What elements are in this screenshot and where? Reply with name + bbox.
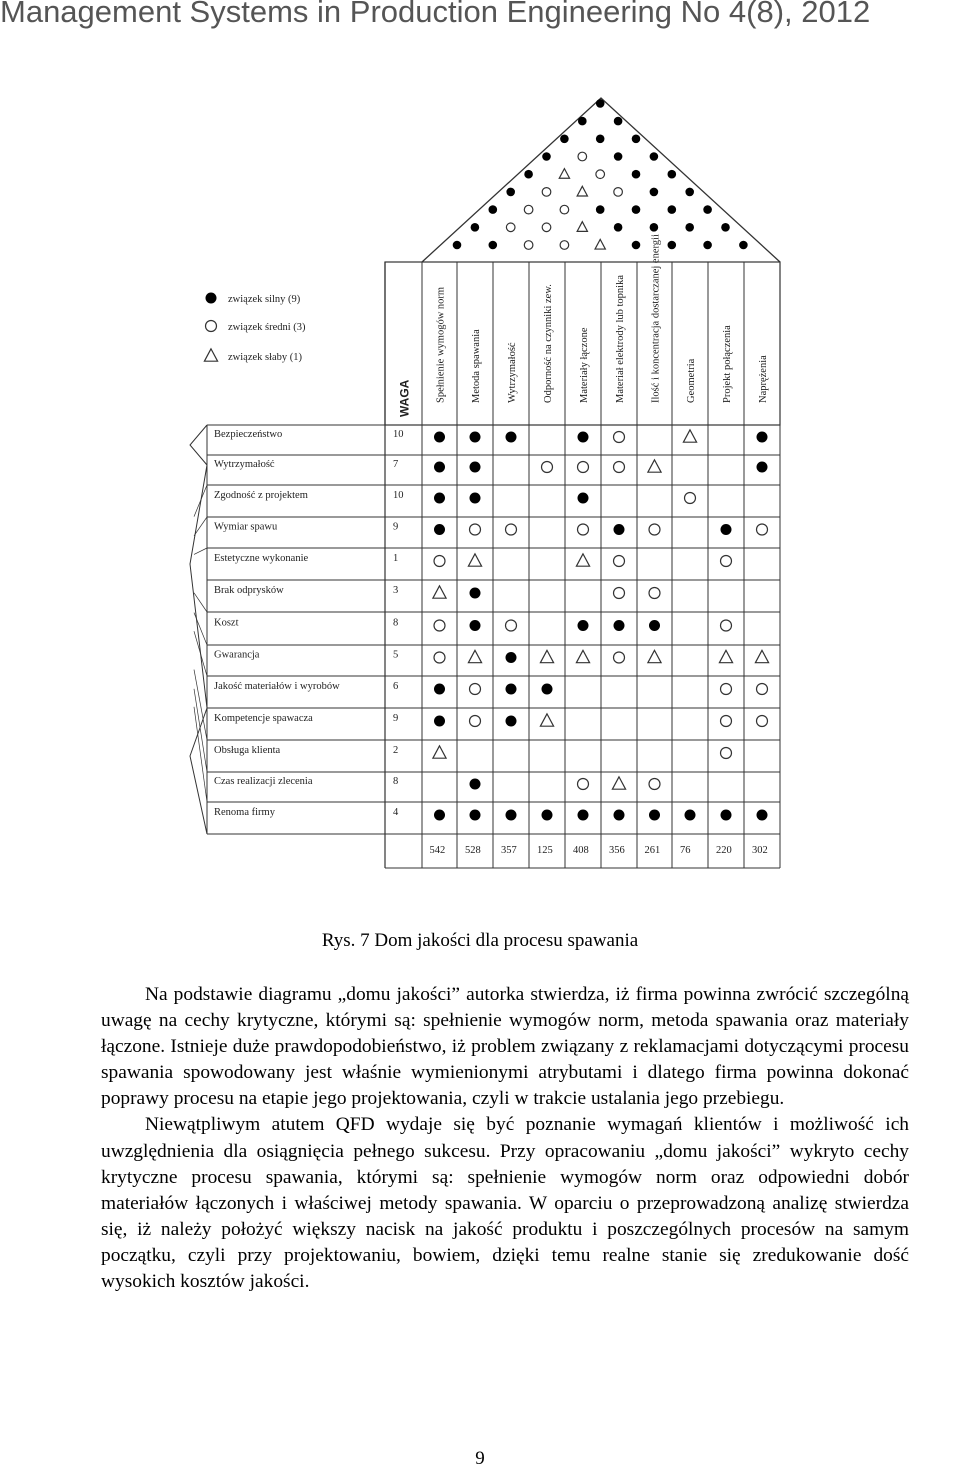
row-label: Brak odprysków: [214, 585, 284, 596]
row-weight: 9: [393, 521, 399, 533]
column-header: Materiał elektrody lub topnika: [615, 274, 626, 403]
roof-correlation-mark: [506, 188, 515, 197]
relationship-mark: [685, 493, 696, 504]
roof-correlation-mark: [596, 99, 605, 108]
row-label: Bezpieczeństwo: [214, 429, 283, 440]
relationship-mark: [757, 462, 768, 473]
relationship-mark: [757, 810, 768, 821]
paragraph-2: Niewątpliwym atutem QFD wydaje się być poznanie wymagań klientów i możliwość ich uwzględnienia dla osiągnięcia pełnego sukcesu. Przy opracowaniu „domu jakości” wykryto cechy krytyczne procesu spawania, którymi są: spełnienie wymogów norm oraz odpowiedni dobór materiałów łączonych i właściwej metody spawania. W oparciu o przeprowadzoną analizę stwierdza się, iż należy położyć większy nacisk na jakość produktu i poszczególnych procesów na samym początku, czyli przy projektowaniu, bowiem, dzięki temu realne stanie się zredukowanie dość wysokich kosztów jakości.: [101, 1114, 909, 1293]
figure-caption: Rys. 7 Dom jakości dla procesu spawania: [321, 930, 639, 951]
group-bracket-tick: [194, 485, 207, 517]
row-label: Czas realizacji zlecenia: [214, 776, 313, 787]
relationship-mark: [506, 652, 517, 663]
row-weight: 9: [393, 713, 399, 724]
relationship-mark: [614, 556, 625, 567]
roof-correlation-mark: [542, 223, 551, 232]
relationship-mark: [757, 432, 768, 443]
relationship-mark: [578, 810, 589, 821]
relationship-mark: [468, 554, 481, 566]
legend-label: związek słaby (1): [228, 352, 303, 363]
row-label: Zgodność z projektem: [214, 490, 308, 501]
relationship-mark: [506, 524, 517, 535]
relationship-mark: [542, 810, 553, 821]
row-weight: 5: [393, 649, 399, 661]
relationship-mark: [721, 620, 732, 631]
relationship-mark: [434, 716, 445, 727]
roof-correlation-mark: [650, 188, 659, 197]
column-total: 125: [537, 845, 553, 856]
row-label: Wymiar spawu: [214, 521, 278, 533]
relationship-mark: [470, 493, 481, 504]
relationship-mark: [757, 684, 768, 695]
relationship-mark: [649, 588, 660, 599]
group-bracket-tick: [194, 593, 207, 612]
relationship-mark: [721, 810, 732, 821]
relationship-mark: [470, 810, 481, 821]
relationship-mark: [506, 432, 517, 443]
relationship-mark: [434, 432, 445, 443]
group-bracket-tick: [194, 548, 207, 554]
column-total: 356: [609, 845, 625, 856]
roof-correlation-mark: [685, 188, 694, 197]
column-header: Projekt połączenia: [722, 325, 733, 403]
page-number: 9: [475, 1448, 485, 1469]
relationship-mark: [755, 650, 768, 662]
roof-correlation-mark: [560, 135, 569, 144]
legend-symbol-1: [206, 293, 217, 304]
relationship-mark: [757, 716, 768, 727]
row-label: Wytrzymałość: [214, 459, 275, 470]
roof-correlation-mark: [668, 205, 677, 214]
relationship-mark: [612, 777, 625, 789]
roof-correlation-mark: [703, 241, 712, 250]
column-total: 408: [573, 845, 589, 856]
relationship-mark: [470, 716, 481, 727]
roof-correlation-mark: [453, 241, 462, 250]
row-weight: 10: [393, 490, 404, 501]
roof-correlation-mark: [668, 241, 677, 250]
relationship-mark: [649, 810, 660, 821]
relationship-mark: [757, 524, 768, 535]
relationship-mark: [648, 650, 661, 662]
roof-correlation-mark: [632, 170, 641, 179]
relationship-mark: [649, 779, 660, 790]
relationship-mark: [576, 650, 589, 662]
group-bracket-tick: [194, 631, 207, 676]
legend-label: związek średni (3): [228, 322, 306, 333]
roof-correlation-mark: [560, 241, 569, 250]
roof-correlation-mark: [685, 223, 694, 232]
roof-correlation-mark: [595, 239, 605, 249]
relationship-mark: [433, 746, 446, 758]
roof-correlation-mark: [578, 152, 587, 161]
relationship-mark: [721, 716, 732, 727]
relationship-mark: [542, 684, 553, 695]
roof-correlation-mark: [614, 188, 623, 197]
relationship-mark: [578, 524, 589, 535]
row-weight: 8: [393, 776, 399, 787]
column-total: 302: [752, 845, 768, 856]
row-weight: 3: [393, 585, 399, 596]
relationship-mark: [576, 554, 589, 566]
column-header: Ilość i koncentracja dostarczanej energii: [650, 234, 662, 403]
roof-correlation-mark: [650, 223, 659, 232]
relationship-mark: [506, 684, 517, 695]
roof-correlation-mark: [542, 152, 551, 161]
relationship-mark: [648, 460, 661, 472]
relationship-mark: [685, 810, 696, 821]
roof-correlation-mark: [559, 169, 569, 179]
column-total: 528: [465, 845, 481, 856]
relationship-mark: [540, 714, 553, 726]
relationship-mark: [434, 810, 445, 821]
relationship-mark: [614, 432, 625, 443]
relationship-mark: [614, 588, 625, 599]
roof-outline: [422, 98, 780, 262]
row-label: Estetyczne wykonanie: [214, 553, 309, 564]
relationship-mark: [719, 650, 732, 662]
row-label: Renoma firmy: [214, 807, 275, 818]
column-total: 261: [644, 845, 661, 856]
legend-label: związek silny (9): [228, 294, 301, 305]
relationship-mark: [434, 556, 445, 567]
relationship-mark: [468, 650, 481, 662]
row-weight: 6: [393, 681, 399, 692]
column-total: 220: [716, 845, 732, 856]
roof-correlation-mark: [542, 188, 551, 197]
relationship-mark: [434, 620, 445, 631]
relationship-mark: [578, 779, 589, 790]
legend-symbol-3: [204, 349, 217, 361]
roof-correlation-mark: [614, 223, 623, 232]
relationship-mark: [470, 588, 481, 599]
column-total: 357: [501, 845, 517, 856]
paragraph-1: Na podstawie diagramu „domu jakości” autorka stwierdza, iż firma powinna zwrócić szczególną uwagę na cechy krytyczne, którymi są: spełnienie wymogów norm, metoda spawania oraz materiały łączone. Istnieje duże prawdopodobieństwo, iż problem związany z reklamacjami dotyczącymi procesu spawania spowodowany jest właśnie wymienionymi atrybutami i dlatego firma powinna dokonać poprawy procesu na etapie jego projektowania, czyli w trakcie ustalania jego przebiegu.: [101, 984, 909, 1110]
row-weight: 1: [393, 553, 399, 564]
relationship-mark: [434, 524, 445, 535]
relationship-mark: [434, 493, 445, 504]
row-label: Jakość materiałów i wyrobów: [214, 681, 340, 692]
row-label: Koszt: [214, 617, 239, 629]
legend-symbol-2: [206, 321, 217, 332]
roof-correlation-mark: [614, 117, 623, 126]
column-header: Wytrzymałość: [507, 342, 518, 403]
row-label: Gwarancja: [214, 649, 260, 661]
roof-correlation-mark: [721, 223, 730, 232]
relationship-mark: [470, 524, 481, 535]
roof-correlation-mark: [489, 205, 498, 214]
row-weight: 8: [393, 617, 399, 629]
roof-correlation-mark: [524, 205, 533, 214]
group-bracket-tick: [194, 707, 207, 802]
roof-correlation-mark: [471, 223, 480, 232]
relationship-mark: [470, 620, 481, 631]
relationship-mark: [649, 620, 660, 631]
roof-correlation-mark: [596, 205, 605, 214]
roof-correlation-mark: [632, 135, 641, 144]
column-header: Naprężenia: [758, 355, 769, 403]
column-total: 76: [680, 845, 691, 856]
group-bracket-tick: [194, 613, 207, 645]
relationship-mark: [470, 684, 481, 695]
relationship-mark: [542, 462, 553, 473]
relationship-mark: [434, 684, 445, 695]
weight-header: WAGA: [397, 379, 412, 417]
roof-correlation-mark: [578, 117, 587, 126]
group-bracket: [190, 465, 207, 708]
relationship-mark: [614, 810, 625, 821]
relationship-mark: [434, 462, 445, 473]
relationship-mark: [578, 462, 589, 473]
roof-correlation-mark: [524, 170, 533, 179]
relationship-mark: [578, 493, 589, 504]
relationship-mark: [649, 524, 660, 535]
journal-header: Management Systems in Production Engineering No 4(8), 2012: [0, 0, 871, 29]
roof-correlation-mark: [577, 186, 587, 196]
relationship-mark: [470, 779, 481, 790]
relationship-mark: [614, 620, 625, 631]
column-header: Materiały łączone: [579, 327, 590, 403]
relationship-mark: [434, 652, 445, 663]
roof-correlation-mark: [632, 241, 641, 250]
relationship-mark: [433, 586, 446, 598]
row-label: Obsługa klienta: [214, 745, 281, 756]
roof-correlation-mark: [489, 241, 498, 250]
roof-correlation-mark: [632, 205, 641, 214]
relationship-mark: [506, 810, 517, 821]
body-text: [101, 982, 909, 1295]
roof-correlation-mark: [614, 152, 623, 161]
relationship-mark: [614, 462, 625, 473]
roof-correlation-mark: [577, 222, 587, 232]
relationship-mark: [614, 524, 625, 535]
row-label: Kompetencje spawacza: [214, 713, 313, 724]
relationship-mark: [721, 684, 732, 695]
row-weight: 7: [393, 459, 399, 470]
row-weight: 4: [393, 807, 399, 818]
relationship-mark: [470, 462, 481, 473]
relationship-mark: [721, 556, 732, 567]
column-header: Odporność na czynniki zew.: [543, 284, 554, 403]
row-weight: 2: [393, 745, 399, 756]
relationship-mark: [470, 432, 481, 443]
roof-correlation-mark: [703, 205, 712, 214]
relationship-mark: [506, 620, 517, 631]
column-header: Geometria: [686, 358, 697, 403]
roof-correlation-mark: [596, 170, 605, 179]
roof-correlation-mark: [524, 241, 533, 250]
relationship-mark: [614, 652, 625, 663]
roof-correlation-mark: [668, 170, 677, 179]
relationship-mark: [721, 524, 732, 535]
column-header: Spełnienie wymogów norm: [435, 286, 447, 403]
row-weight: 10: [393, 429, 404, 440]
roof-correlation-mark: [739, 241, 748, 250]
roof-correlation-mark: [506, 223, 515, 232]
relationship-mark: [506, 716, 517, 727]
relationship-mark: [578, 620, 589, 631]
roof-correlation-mark: [650, 152, 659, 161]
column-total: 542: [429, 845, 446, 856]
roof-correlation-mark: [560, 205, 569, 214]
relationship-mark: [540, 650, 553, 662]
relationship-mark: [578, 432, 589, 443]
relationship-mark: [721, 748, 732, 759]
relationship-mark: [683, 430, 696, 442]
roof-correlation-mark: [596, 135, 605, 144]
group-bracket: [190, 425, 207, 465]
column-header: Metoda spawania: [471, 329, 482, 403]
